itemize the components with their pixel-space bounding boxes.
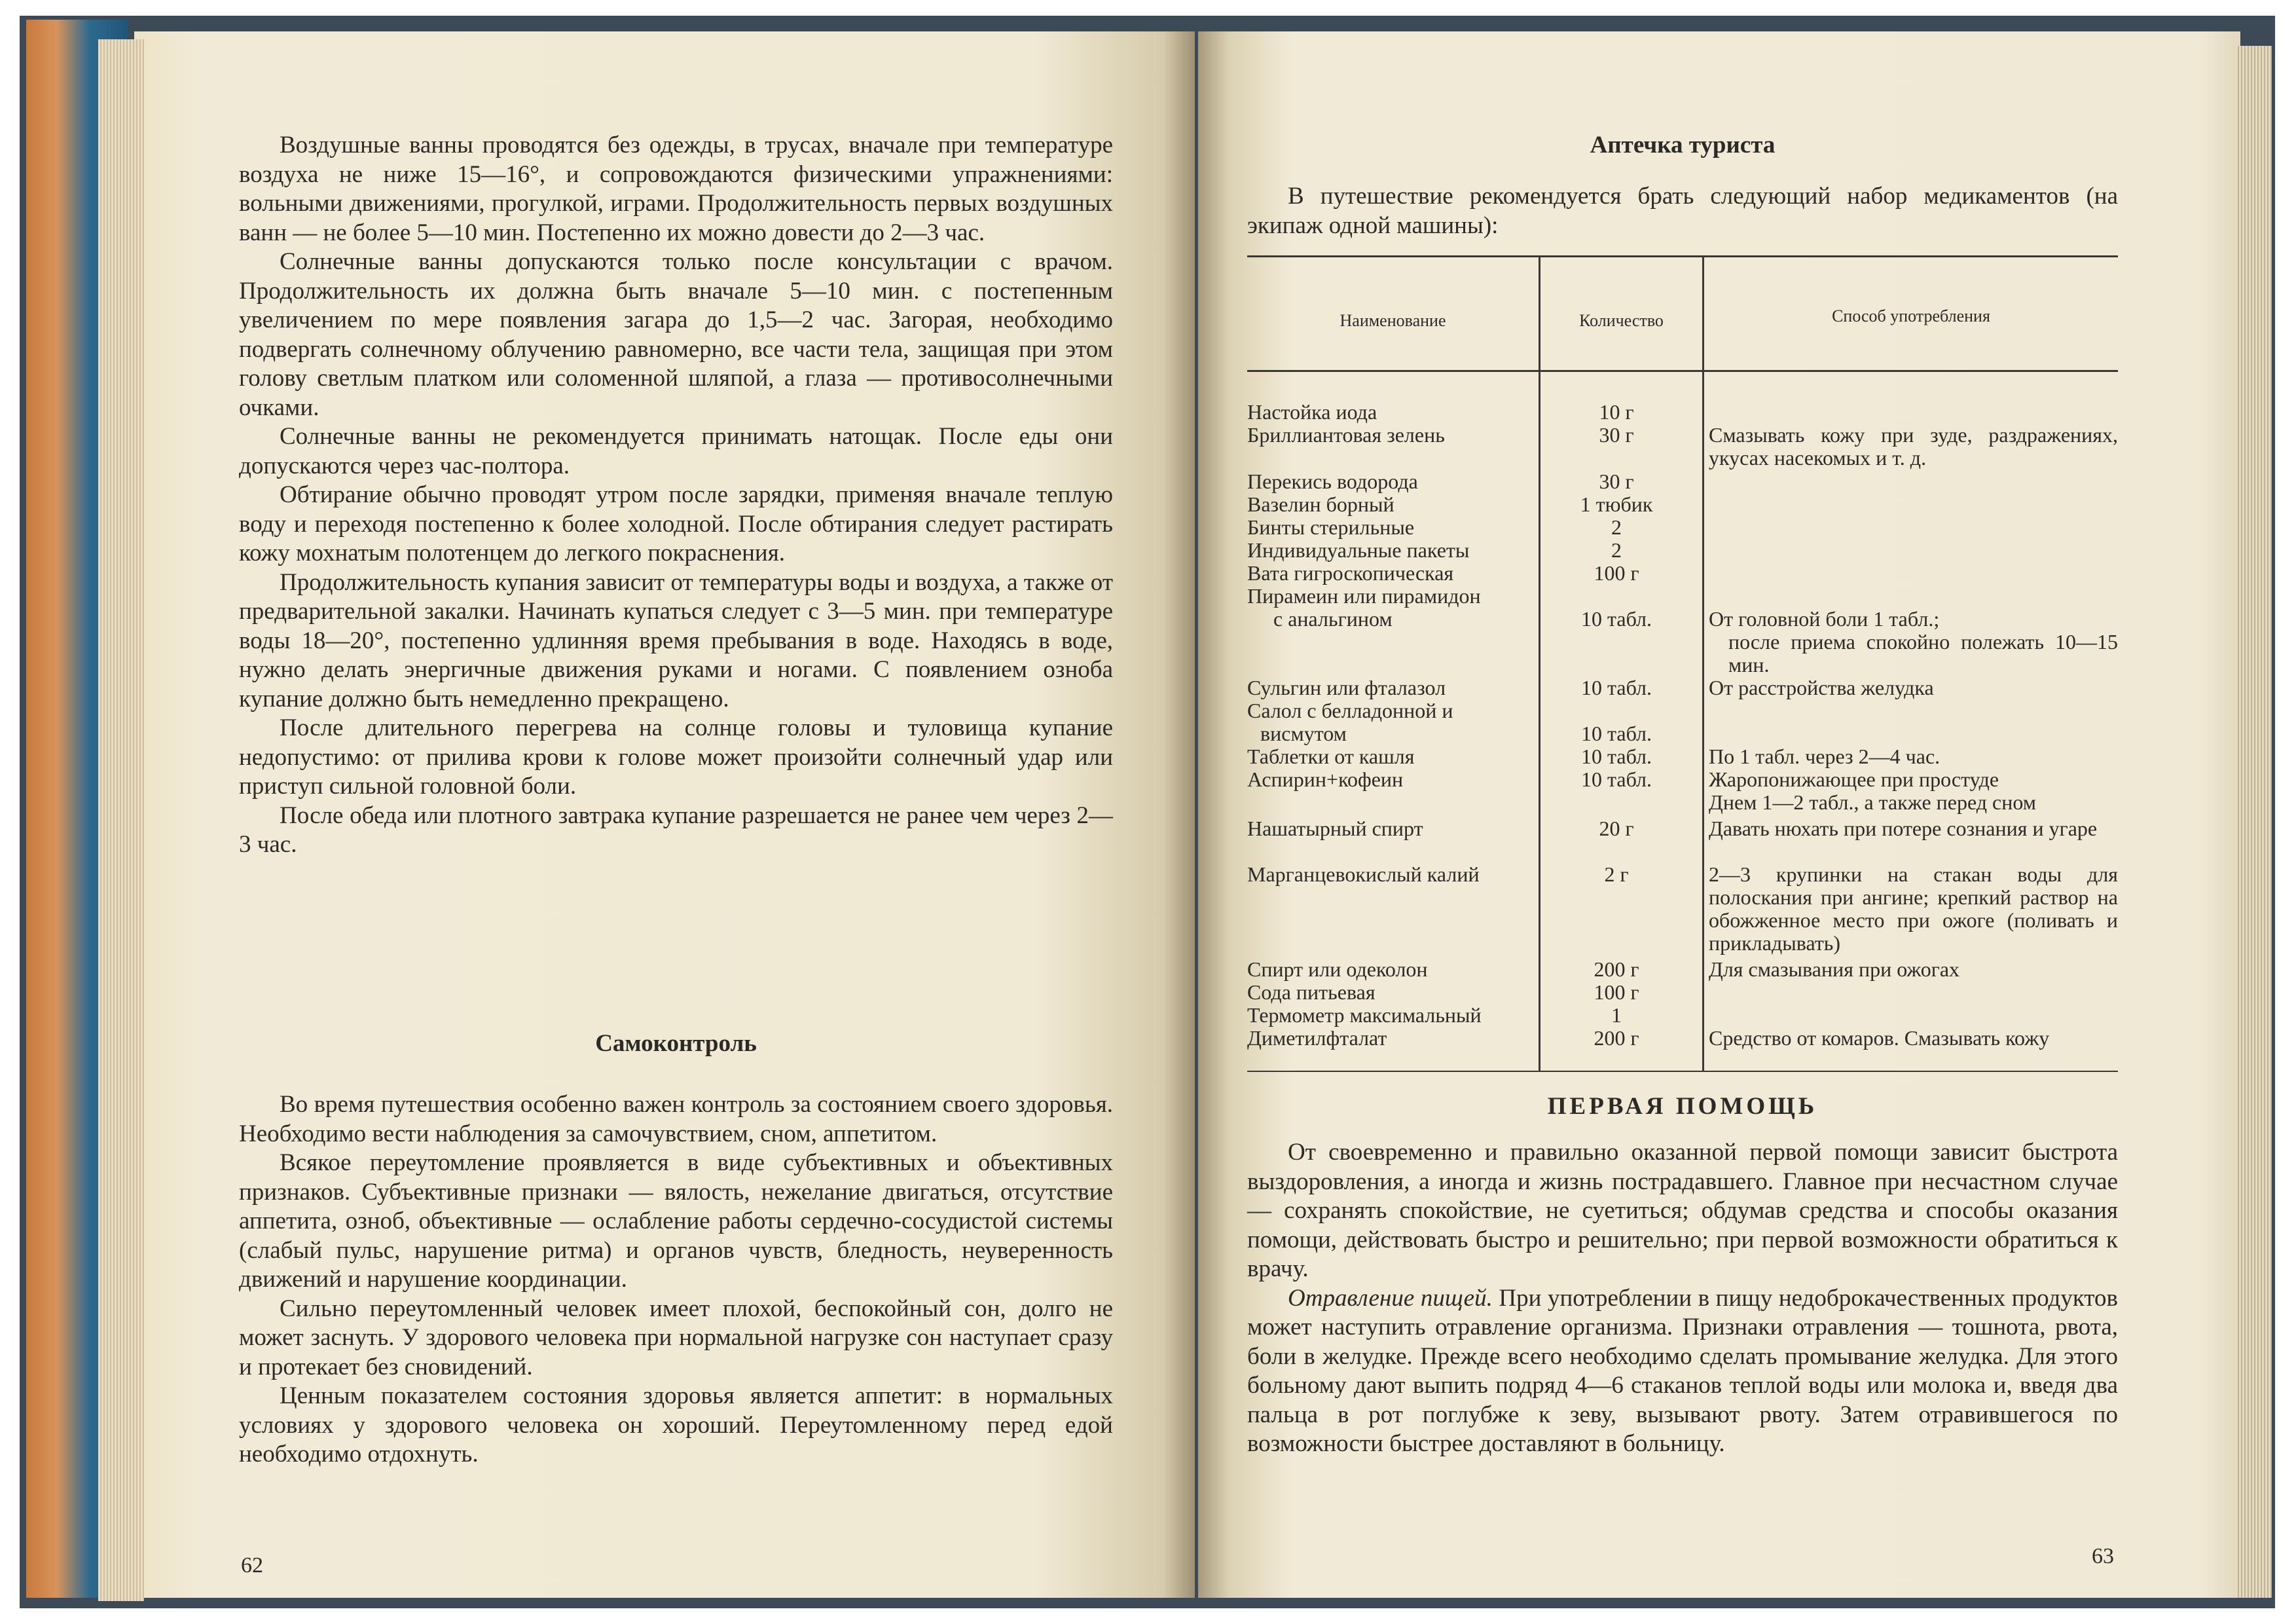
table-cell: Для смазывания при ожогах: [1709, 957, 1960, 981]
paragraph: Во время путешествия особенно важен контроль за состоянием своего здоровья. Необходимо вести наблюдения за самочувствием, сном, аппетитом.: [239, 1091, 1113, 1147]
left-page-edges: [98, 39, 144, 1601]
table-cell: 2: [1611, 538, 1622, 562]
paragraph: Обтирание обычно проводят утром после зарядки, применяя вначале теплую воду и переходя постепенно к более холодной. После обтирания следует растирать кожу мохнатым полотенцем до легкого покраснения.: [239, 481, 1113, 566]
table-cell: 2 г: [1604, 862, 1629, 886]
table-cell: Сода питьевая: [1247, 980, 1376, 1004]
table-cell: Индивидуальные пакеты: [1247, 538, 1470, 562]
table-cell: после приема спокойно полежать 10—15 мин.: [1728, 630, 2118, 676]
section-heading-first-aid: ПЕРВАЯ ПОМОЩЬ: [1547, 1093, 1818, 1120]
paragraph: От своевременно и правильно оказанной первой помощи зависит быстрота выздоровления, а иногда и жизнь пострадавшего. Главное при несчастном случае — сохранять спокойствие, не суетиться; обдумав средства и способы оказания помощи, действовать быстро и решительно; при первой возможности обратиться к врачу.: [1247, 1139, 2118, 1282]
table-cell: 100 г: [1594, 561, 1639, 585]
table-cell: 1 тюбик: [1580, 492, 1653, 516]
first-aid-text: [1247, 1138, 2118, 1459]
table-cell: 10 табл.: [1580, 767, 1652, 791]
right-page-edges: [2236, 46, 2272, 1598]
table-cell: Сульгин или фталазол: [1247, 676, 1446, 699]
table-rule: [1247, 370, 2118, 372]
table-cell: 200 г: [1594, 957, 1639, 981]
table-header: Способ употребления: [1832, 306, 1990, 325]
table-cell: 30 г: [1599, 423, 1634, 447]
table-cell: 200 г: [1594, 1026, 1639, 1050]
table-cell: 2: [1611, 515, 1622, 539]
table-cell: Нашатырный спирт: [1247, 817, 1423, 840]
table-cell: Вазелин борный: [1247, 492, 1394, 516]
table-cell: Днем 1—2 табл., а также перед сном: [1709, 790, 2037, 814]
table-cell: Бриллиантовая зелень: [1247, 423, 1445, 447]
table-cell: Марганцевокислый калий: [1247, 862, 1480, 886]
table-cell: 20 г: [1599, 817, 1634, 840]
table-column-divider: [1539, 255, 1540, 1071]
paragraph: Солнечные ванны не рекомендуется принимать натощак. После еды они допускаются через час-полтора.: [239, 423, 1113, 479]
table-cell: 10 табл.: [1580, 607, 1652, 631]
table-cell: 10 г: [1599, 400, 1634, 424]
table-cell: Аспирин+кофеин: [1247, 767, 1404, 791]
table-cell: Бинты стерильные: [1247, 515, 1415, 539]
table-cell: Термометр максимальный: [1247, 1003, 1482, 1027]
table-cell: Настойка иода: [1247, 400, 1377, 424]
page-number-right: 63: [2092, 1544, 2114, 1568]
paragraph: Воздушные ванны проводятся без одежды, в трусах, вначале при температуре воздуха не ниже 15—16°, и сопровождаются физическими упражнениями: вольными движениями, прогулкой, играми. Продолжительность первых воздушных ванн — не более 5—10 мин. Постепенно их можно довести до 2—3 час.: [239, 132, 1113, 246]
paragraph: В путешествие рекомендуется брать следующий набор медикаментов (на экипаж одной машины):: [1247, 183, 2118, 239]
table-cell: Диметилфталат: [1247, 1026, 1387, 1050]
table-cell: висмутом: [1260, 722, 1347, 745]
table-cell: Перекись водорода: [1247, 470, 1418, 493]
paragraph: После длительного перегрева на солнце головы и туловища купание недопустимо: от прилива крови к голове может произойти солнечный удар или приступ сильной головной боли.: [239, 714, 1113, 800]
table-cell: Таблетки от кашля: [1247, 745, 1415, 768]
table-cell: По 1 табл. через 2—4 час.: [1709, 745, 1941, 768]
page-title: Аптечка туриста: [1590, 132, 1776, 158]
table-cell: 30 г: [1599, 470, 1634, 493]
table-cell: Средство от комаров. Смазывать кожу: [1709, 1026, 2050, 1050]
table-header: Наименование: [1339, 311, 1446, 330]
table-cell: Салол с белладонной и: [1247, 699, 1453, 722]
paragraph: Солнечные ванны допускаются только после консультации с врачом. Продолжительность их должна быть вначале 5—10 мин. с постепенным увеличением по мере появления загара до 1,5—2 час. Загорая, необходимо подвергать солнечному облучению равномерно, все части тела, защищая при этом голову светлым платком или соломенной шляпой, а глаза — противосолнечными очками.: [239, 248, 1113, 421]
table-cell: Спирт или одеколон: [1247, 957, 1428, 981]
table-cell: Давать нюхать при потере сознания и угаре: [1709, 817, 2098, 840]
paragraph: [1247, 1284, 2118, 1459]
left-text-block-1: [239, 131, 1113, 860]
section-heading-self-control: Самоконтроль: [595, 1030, 757, 1057]
table-cell: Жаропонижающее при простуде: [1709, 767, 1999, 791]
table-cell: 100 г: [1594, 980, 1639, 1004]
paragraph-body: При употреблении в пищу недоброкачественных продуктов может наступить отравление организма. Признаки отравления — тошнота, рвота, боли в желудке. Прежде всего необходимо сделать промывание желудка. Для этого больному дают выпить подряд 4—6 стаканов теплой воды или молока и, введя два пальца в рот поглубже к зеву, вызывают рвоту. Затем отравившегося по возможности быстрее доставляют в больницу.: [1247, 1284, 2119, 1457]
table-cell: Вата гигроскопическая: [1247, 561, 1454, 585]
table-cell: 2—3 крупинки на стакан воды для полоскания при ангине; крепкий раствор на обожженное место при ожоге (поливать и прикладывать): [1709, 862, 2118, 955]
table-cell: 10 табл.: [1580, 722, 1652, 745]
paragraph: Продолжительность купания зависит от температуры воды и воздуха, а также от предварительной закалки. Начинать купаться следует с 3—5 мин. при температуре воды 18—20°, постепенно удлинняя время пребывания в воде. Находясь в воде, нужно делать энергичные движения руками и ногами. С появлением озноба купание должно быть немедленно прекращено.: [239, 568, 1113, 712]
paragraph: Всякое переутомление проявляется в виде субъективных и объективных признаков. Субъективные признаки — вялость, нежелание двигаться, отсутствие аппетита, озноб, объективные — ослабление работы сердечно-сосудистой системы (слабый пульс, нарушение ритма) и органов чувств, бледность, неуверенность движений и нарушение координации.: [239, 1149, 1113, 1293]
table-rule: [1247, 1071, 2118, 1072]
italic-run-in-heading: Отравление пищей.: [1288, 1284, 1493, 1312]
paragraph: Ценным показателем состояния здоровья является аппетит: в нормальных условиях у здорового человека он хороший. Переутомленному перед едой необходимо отдохнуть.: [239, 1382, 1113, 1467]
table-intro: [1247, 182, 2118, 240]
table-column-divider: [1702, 255, 1704, 1071]
table-cell: с анальгином: [1273, 607, 1393, 631]
table-cell: 10 табл.: [1580, 745, 1652, 768]
table-cell: 10 табл.: [1580, 676, 1652, 699]
table-rule: [1247, 255, 2118, 257]
medicine-table: [1247, 255, 2118, 1074]
table-cell: От головной боли 1 табл.;: [1709, 607, 1940, 631]
left-text-block-2: [239, 1090, 1113, 1469]
table-header: Количество: [1579, 311, 1664, 330]
paragraph: Сильно переутомленный человек имеет плохой, беспокойный сон, долго не может заснуть. У здорового человека при нормальной нагрузке сон наступает сразу и протекает без сновидений.: [239, 1295, 1113, 1380]
page-number-left: 62: [241, 1553, 263, 1578]
table-cell: 1: [1611, 1003, 1622, 1027]
paragraph: После обеда или плотного завтрака купание разрешается не ранее чем через 2—3 час.: [239, 802, 1113, 858]
table-cell: От расстройства желудка: [1709, 676, 1934, 699]
table-cell: Пирамеин или пирамидон: [1247, 584, 1481, 608]
table-cell: Смазывать кожу при зуде, раздражениях, укусах насекомых и т. д.: [1709, 423, 2118, 470]
